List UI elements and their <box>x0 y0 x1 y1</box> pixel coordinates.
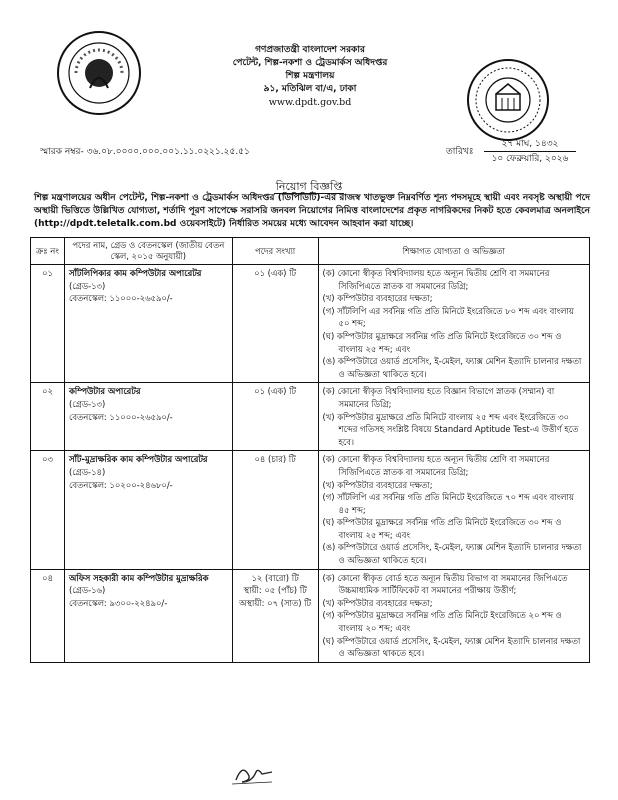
qualification-item: (খ) কম্পিউটার ব্যবহারের দক্ষতা; <box>322 293 433 304</box>
date-box <box>484 138 576 165</box>
qualification-item: (ঙ) কম্পিউটারে ওয়ার্ড প্রসেসিং, ই-মেইল, ফ্যাক্স মেশিন ইত্যাদি চালনার দক্ষতা ও অভিজ্ঞতা থাকিতে হবে। <box>322 356 582 379</box>
post-grade: (গ্রেড-১৩) <box>68 398 106 409</box>
row-qualifications <box>318 383 589 451</box>
header-post: পদের নাম, গ্রেড ও বেতনস্কেল (জাতীয় বেতন স্কেল, ২০১৫ অনুযায়ী) <box>64 238 232 265</box>
row-post-count <box>232 451 318 569</box>
row-post-count <box>232 569 318 662</box>
row-post-count <box>232 383 318 451</box>
qualification-list <box>323 453 585 566</box>
header-count: পদের সংখ্যা <box>232 238 318 265</box>
header-line-ministry: শিল্প মন্ত্রণালয় <box>285 71 335 81</box>
post-scale: বেতনস্কেল: ৯৩০০-২২৪৯০/- <box>68 597 168 608</box>
post-count-line: ১২ (বারো) টি <box>251 572 299 583</box>
qualification-item: (ক) কোনো স্বীকৃত বিশ্ববিদ্যালয় হতে অন্যূন দ্বিতীয় শ্রেণি বা সমমানের সিজিপিএতে স্নাতক বা সমমানের ডিগ্রি; <box>322 268 550 291</box>
post-grade: (গ্রেড-১৬) <box>68 585 106 596</box>
post-name: অফিস সহকারী কাম কম্পিউটার মুদ্রাক্ষরিক <box>68 572 209 583</box>
row-serial: ০১ <box>31 265 65 383</box>
header-line-department: পেটেন্ট, শিল্প-নকশা ও ট্রেডমার্কস অধিদপ্তর <box>232 58 388 68</box>
table-row <box>31 265 590 383</box>
intro-paragraph: শিল্প মন্ত্রণালয়ের অধীন পেটেন্ট, শিল্প-নকশা ও ট্রেডমার্কস অধিদপ্তর (ডিপিডিটি)-এর রাজস্ব খাতভুক্ত নিম্নবর্ণিত শূন্য পদসমূহে স্থায়ী এবং নবসৃষ্ট অস্থায়ী পদে অস্থায়ী ভিত্তিতে উল্লিখিত যোগ্যতা, শর্তাদি পূরণ সাপেক্ষে সরাসরি জনবল নিয়োগের নিমিত্ত বাংলাদেশের প্রকৃত নাগরিকদের নিকট হতে কেবলমাত্র অনলাইনে (http://dpdt.teletalk.com.bd ওয়েবসাইটে) নির্ধারিত সময়ের মধ্যে আবেদন আহবান করা যাচ্ছে। <box>34 193 590 229</box>
row-serial: ০৩ <box>31 451 65 569</box>
row-qualifications <box>318 265 589 383</box>
qualification-list <box>323 267 585 380</box>
post-name: কম্পিউটার অপারেটর <box>68 386 141 397</box>
post-grade: (গ্রেড-১৪) <box>68 466 106 477</box>
row-post-count <box>232 265 318 383</box>
notice-title-text: নিয়োগ বিজ্ঞপ্তি <box>275 180 343 193</box>
date-bangla: ২৭ মাঘ, ১৪৩২ <box>484 138 576 152</box>
table-row <box>31 569 590 662</box>
memo-number: স্মারক নম্বর- ৩৬.০৮.০০০০.০০০.০০১.১১.০২২১.২৫.৫১ <box>40 147 250 157</box>
qualification-item: (ক) কোনো স্বীকৃত বোর্ড হতে অন্যূন দ্বিতীয় বিভাগ বা সমমানের জিপিএতে উচ্চমাধ্যমিক সার্টিফিকেট বা সমমানের পরীক্ষায় উত্তীর্ণ; <box>322 572 568 596</box>
qualification-item: (গ) সাঁটলিপি এর সর্বনিম্ন গতি প্রতি মিনিটে ইংরেজিতে ৮০ শব্দ এবং বাংলায় ৫০ শব্দ; <box>322 305 574 329</box>
row-serial: ০৪ <box>31 569 65 662</box>
qualification-item: (ঘ) কম্পিউটার মুদ্রাক্ষরে সর্বনিম্ন গতি প্রতি মিনিটে ইংরেজিতে ৩০ শব্দ ও বাংলায় ২৫ শব্দ; এবং <box>322 517 562 540</box>
table-row <box>31 451 590 569</box>
table-row <box>31 383 590 451</box>
qualification-item: (ঘ) কম্পিউটার মুদ্রাক্ষরে সর্বনিম্ন গতি প্রতি মিনিটে ইংরেজিতে ৩০ শব্দ ও বাংলায় ২৫ শব্দ; এবং <box>322 330 562 354</box>
memo-row <box>40 138 580 168</box>
post-count-line: ০১ (এক) টি <box>254 268 297 278</box>
post-count-line: স্থায়ী: ০৫ (পাঁচ) টি <box>243 585 307 596</box>
date-gregorian: ১০ ফেব্রুয়ারি, ২০২৬ <box>491 154 569 164</box>
row-post-cell <box>64 451 232 569</box>
office-header <box>160 44 460 109</box>
row-post-cell <box>64 265 232 383</box>
header-website[interactable]: www.dpdt.gov.bd <box>268 97 352 108</box>
header-sl: ক্রঃ নং <box>31 238 65 265</box>
row-qualifications <box>318 451 589 569</box>
table-header-row <box>31 238 590 265</box>
qualification-item: (ক) কোনো স্বীকৃত বিশ্ববিদ্যালয় হতে অন্যূন দ্বিতীয় শ্রেণি বা সমমানের সিজিপিএতে স্নাতক বা সমমানের ডিগ্রি; <box>322 454 550 477</box>
qualification-item: (গ) কম্পিউটার মুদ্রাক্ষরে সর্বনিম্ন গতি প্রতি মিনিটে ইংরেজিতে ২০ শব্দ ও বাংলায় ২০ শব্দ; এবং <box>322 610 562 634</box>
post-scale: বেতনস্কেল: ১১০০০-২৬৫৯০/- <box>68 411 173 422</box>
post-count-line: ০৪ (চার) টি <box>254 454 296 465</box>
post-scale: বেতনস্কেল: ১০২০০-২৪৬৮০/- <box>68 479 173 490</box>
row-post-cell <box>64 383 232 451</box>
header-edu: শিক্ষাগত যোগ্যতা ও অভিজ্ঞতা <box>318 238 589 265</box>
bangladesh-govt-seal-icon <box>56 30 142 116</box>
vacancy-table <box>30 237 590 663</box>
qualification-item: (ঘ) কম্পিউটারে ওয়ার্ড প্রসেসিং, ই-মেইল, ফ্যাক্স মেশিন ইত্যাদি চালনার দক্ষতা ও অভিজ্ঞতা থাকতে হবে। <box>322 635 581 659</box>
post-name: সাঁট-মুদ্রাক্ষরিক কাম কম্পিউটার অপারেটর <box>68 454 208 465</box>
qualification-list <box>323 572 585 660</box>
qualification-item: (গ) সাঁটলিপি এর সর্বনিম্ন গতি প্রতি মিনিটে ইংরেজিতে ৭০ শব্দ এবং বাংলায় ৪৫ শব্দ; <box>322 492 574 515</box>
post-grade: (গ্রেড-১৩) <box>68 280 106 291</box>
header-line-address: ৯১, মতিঝিল বা/এ, ঢাকা <box>263 84 357 94</box>
qualification-item: (খ) কম্পিউটার ব্যবহারের দক্ষতা; <box>322 479 433 490</box>
row-qualifications <box>318 569 589 662</box>
date-label: তারিখঃ <box>446 147 474 157</box>
row-serial: ০২ <box>31 383 65 451</box>
post-name: সাঁটলিপিকার কাম কম্পিউটার অপারেটর <box>68 268 202 278</box>
post-count-line: অস্থায়ী: ০৭ (সাত) টি <box>239 597 312 608</box>
qualification-item: (ক) কোনো স্বীকৃত বিশ্ববিদ্যালয় হতে বিজ্ঞান বিভাগে স্নাতক (সম্মান) বা সমমানের ডিগ্রি; <box>322 386 555 409</box>
dpdt-emblem-icon <box>466 58 550 142</box>
signature-initial-icon <box>228 758 278 788</box>
qualification-item: (খ) কম্পিউটার মুদ্রাক্ষরে প্রতি মিনিটে বাংলায় ২৫ শব্দ এবং ইংরেজিতে ৩০ শব্দের গতিসহ সংশ্লিষ্ট বিষয়ে Standard Aptitude Test-এ উত্তীর্ণ হতে হবে। <box>322 411 579 447</box>
row-post-cell <box>64 569 232 662</box>
qualification-list <box>323 385 585 448</box>
table-body <box>31 265 590 663</box>
post-count-line: ০১ (এক) টি <box>254 386 297 397</box>
post-scale: বেতনস্কেল: ১১০০০-২৬৫৯০/- <box>68 293 173 304</box>
header-line-govt: গণপ্রজাতন্ত্রী বাংলাদেশ সরকার <box>255 45 365 55</box>
qualification-item: (ঙ) কম্পিউটারে ওয়ার্ড প্রসেসিং, ই-মেইল, ফ্যাক্স মেশিন ইত্যাদি চালনার দক্ষতা ও অভিজ্ঞতা থাকিতে হবে। <box>322 542 582 566</box>
qualification-item: (খ) কম্পিউটার ব্যবহারের দক্ষতা; <box>322 597 433 608</box>
